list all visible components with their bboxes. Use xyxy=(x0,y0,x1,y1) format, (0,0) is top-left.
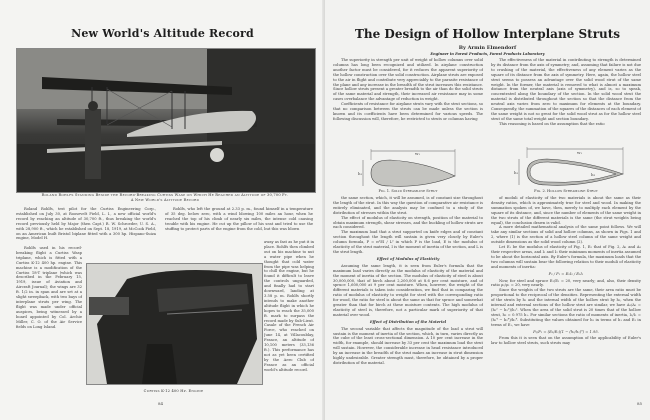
figure-2-hollow-strut xyxy=(511,146,631,190)
column-left-narrow: Rohlfs used in his record-breaking flight a Curtiss Wasp triplane, which is fitted with a Curtiss K-12 400 hp. engine. This machine is a modification of the Curtiss 18-T triplane (which was described in the February 15, 1919, issue of Aviation and Aircraft Journal); the wings are 32 ft. 1/2 in. in span and are set at a slight sweepback, with two bays of interplane struts per wing. The flight was made under official auspices, being witnessed by a board appointed by Col. Archie Miller, C. O. of the Air Service fields on Long Island. xyxy=(16,246,82,329)
column-right-narrow: away as fast as he put it in place. Rohlfs then climbed out on his machine to nut a water pipe when he thought that cold water from the pipe was helping to chill the engine, but he found it difficult to leave the controls unguarded, and finally had to start downward, landing at 3.58 p. m. Rohlfs shortly intends to make another altitude flight in which he hopes to reach the 35,000 ft. mark to surpass the record made by Sub-Lieut. Casale of the French Air Force, who reached on June 14, at Villacoublay, France, an altitude of 10,100 meters (33,136 ft.). This performance has not as yet been certified by the Aero Club of France as an official world's altitude record. xyxy=(264,240,314,372)
formula-result: P₂/P₁ = (E₂/E₁)(1 − (h₂/h₁)⁴) = 1.95. xyxy=(533,329,599,334)
right-col2-upper: The effectiveness of the material in contributing to strength is determined by its distance from the axis of symmetry; and, assuming that failure is not due to crushing of the material, the effectiveness of any element varies as the square of its distance from the axis of symmetry. Here, again, the hollow steel strut seems to possess an advantage over the solid wood strut of the same weight. In the former, the material is removed to what is almost a maximum distance from the neutral axis (axis of symmetry), and is, so to speak, concentrated along the boundary of the section. In the solid wood strut the material is distributed throughout the section so that the distance from the neutral axis varies from zero to maximum for elements at the boundary. Consequently, the summation of the squares of the distances of each element of the same weight is not so great for the solid wood strut as for the hollow steel strut of the same total weight and section boundary. This reasoning is based on the assumption that the ratio xyxy=(491,58,641,126)
svg-text:w₁: w₁ xyxy=(577,150,583,155)
right-col2-lower: of moduli of elasticity of the two materials is about the same as their density ratios, which is approximately true for steel and wood. In making the summation spoken of, we have, then, merely to multiply each element by the square of its distance, and, since the number of elements of the same weight in the two struts of the different materials is the same (the strut weights being equal), the conclusion drawn is valid. A more detailed mathematical analysis of the same point follows. We will take any similar sections of solid and hollow columns, as shown in Figs. 1 and 2, where (1) is the section of a hollow steel column of the same weight and outside dimensions as the solid wood column (2). Let E₁ be the modulus of elasticity of Fig. 1, E₂ that of Fig. 2, A₁ and A₂ their respective areas, and I₁ and I₂ their minimum moments of inertia assumed to be about the horizontal axis. By Euler's formula, the maximum loads that the two columns will sustain bear the following relation to their moduli of elasticity and moments of inertia: P₂ / P₁ = E₂I₂ / E₁I₁ Now, for steel and spruce E₂/E₁ = 20, very nearly; and, also, their density ratio ρ₂/ρ₁ = 20, very nearly. Since the weights of the two struts are the same, their area ratio must be proportional to the reciprocal of the densities. Representing the external width of the struts by h₁ and the internal width of the hollow strut by h₂, when the internal and external sections of the hollow strut are similar, we have A₂/A₁ = (h₁² − h₂²)/h₁². When the area of the solid strut is 20 times that of the hollow strut, h₂ = 0.975 h₁. For similar sections the ratio of moments of inertia, I₂/I₁ = (h₁⁴ − h₂⁴)/h₁⁴. Substituting the values obtained for h₂ in terms of h₁ and E₂ in terms of E₁, we have P₂/P₁ = (E₂/E₁)(1 − (h₂/h₁)⁴) = 1.95. From this it is seen that on the assumption of the applicability of Euler's law to hollow steel struts, such struts may xyxy=(491,196,641,346)
article-title-altitude-record: New World's Altitude Record xyxy=(71,27,254,40)
intro-paragraph: Roland Rohlfs, test pilot for the Curtiss Engineering Corp., established on July 30, at Roosevelt Field, L. I., a new official world's record by reaching an altitude of 30,700 ft., thus breaking the world's record previously held by Major (then Capt.) R. W. Schroeder, U. S. A., with 28,900 ft., which he established on Sept. 18, 1919, at McCook Field, on an American built Bristol biplane fitted with a 300 hp. Hispano-Suiza engine, Model H. xyxy=(16,207,156,241)
right-page xyxy=(325,0,650,420)
svg-text:w₁: w₁ xyxy=(415,151,421,156)
engine-caption: Curtiss K-12 400 Hp. Engine xyxy=(143,389,204,393)
subhead-modulus-elasticity: Effect of Modulus of Elasticity xyxy=(376,256,440,261)
article-title-hollow-struts: The Design of Hollow Interplane Struts xyxy=(354,27,621,41)
photo-caption: Roland Rohlfs Standing Beside the Record-Breaking Curtiss Wasp on Which He Reached an Altitude of 30,700 Ft. A New World's Altitude Record xyxy=(41,193,289,202)
photo-curtiss-k12-engine xyxy=(86,263,263,385)
formula-load-ratio: P₂ / P₁ = E₂I₂ / E₁I₁ xyxy=(548,271,584,276)
figure-1-caption: Fig. 1. Solid Streamline Strut xyxy=(378,189,438,193)
right-col1-upper: The superiority in strength per unit of weight of hollow columns over solid columns has long been recognized and utilized. In airplane construction another factor must be considered, for it reduces the apparent superiority of the hollow construction over the solid construction. Airplane struts are exposed to the air in flight and contribute very appreciably to the parasite resistance of the plane and any increase in the breadth of the strut increases this resistance. Since hollow struts present a greater breadth to the air than do the solid struts of the same material and strength, their increased air resistance may in some cases overbalance the advantage of reduction in weight. Coefficients of resistance for airplane struts vary with the strut sections, so that no comparison between the struts can be made unless the section is known and its coefficients have been determined for various speeds. The following discussion will, therefore, be restricted to struts or columns having xyxy=(333,58,483,121)
subhead-distribution-material: Effect of Distribution of the Material xyxy=(369,319,447,324)
page-number-right: 85 xyxy=(637,401,643,406)
photo-rohlfs-curtiss-wasp xyxy=(16,48,316,193)
page-number-left: 84 xyxy=(158,401,164,406)
figure-1-solid-strut xyxy=(355,148,465,190)
svg-text:h₂: h₂ xyxy=(591,172,596,177)
right-col1-lower: the same section, which, it will be assumed, is of constant size throughout the length of the strut. In this way the question of comparative air resistance is entirely eliminated, and the analysis may be confined to a study of the distribution of stresses within the strut. The effect of modulus of elasticity on strength, position of the material to obtain maximum strength, shear stresses, and the buckling of hollow struts are each considered. The maximum load that a strut supported on knife edges and of constant section throughout the length will sustain is given very closely by Euler's column formula, P = π²EI / L² in which P is the load, E is the modulus of elasticity of the strut material, I is the moment of inertia of the section, and L is the strut length. Effect of Modulus of Elasticity Assuming the same length, it is seen from Euler's formula that the maximum load varies directly as the modulus of elasticity of the material and the moment of inertia of the section. The modulus of elasticity of steel is about 30,000,000, that of birch about 2,200,000 at 8.6 per cent moisture, and of spruce 1,600,000 at 9 per cent moisture. When, however, the weight of the different materials is taken into consideration, we find that in comparing the ratio of modulus of elasticity to weight for steel with the corresponding ratio for wood, the ratio for steel is about the same as that for spruce and somewhat greater than that for birch at these moisture contents. The high modulus of elasticity of steel is, therefore, not a particular mark of superiority of that material over wood. Effect of Distribution of the Material The second variable that affects the magnitude of the load a strut will sustain is the moment of inertia of the section, which, in turn, varies directly as the cube of the least cross-sectional dimension. A 10 per cent increase in the width, for example, should increase by 33 per cent the maximum load the strut will sustain. However, the considerable increase in head resistance introduced by an increase in the breadth of the strut makes an increase in strut dimension highly undesirable. Greater strength must, therefore, be obtained by a proper distribution of the material. xyxy=(333,196,483,365)
author-byline: By Armin Elmendorf xyxy=(458,45,517,51)
svg-text:h₁: h₁ xyxy=(514,170,519,175)
engine-photo-illustration xyxy=(87,264,262,384)
svg-text:h₁: h₁ xyxy=(358,171,363,176)
figure-2-caption: Fig. 2. Hollow Streamline Strut xyxy=(534,189,598,193)
biplane-photo-illustration xyxy=(17,49,315,192)
column-right-top: Rohlfs, who left the ground at 2.33 p. m., found himself in a temperature of 35 deg. below zero, with a wind blowing 100 miles an hour, when he reached the top of his climb of nearly six miles, the intense cold causing trouble with his engine. He cut up the pillow of his seat and tried to use the stuffing to protect parts of the engine from the cold, but this was blown xyxy=(165,207,313,231)
author-affiliation: Engineer in Forest Products, Forest Products Laboratory xyxy=(430,52,545,56)
